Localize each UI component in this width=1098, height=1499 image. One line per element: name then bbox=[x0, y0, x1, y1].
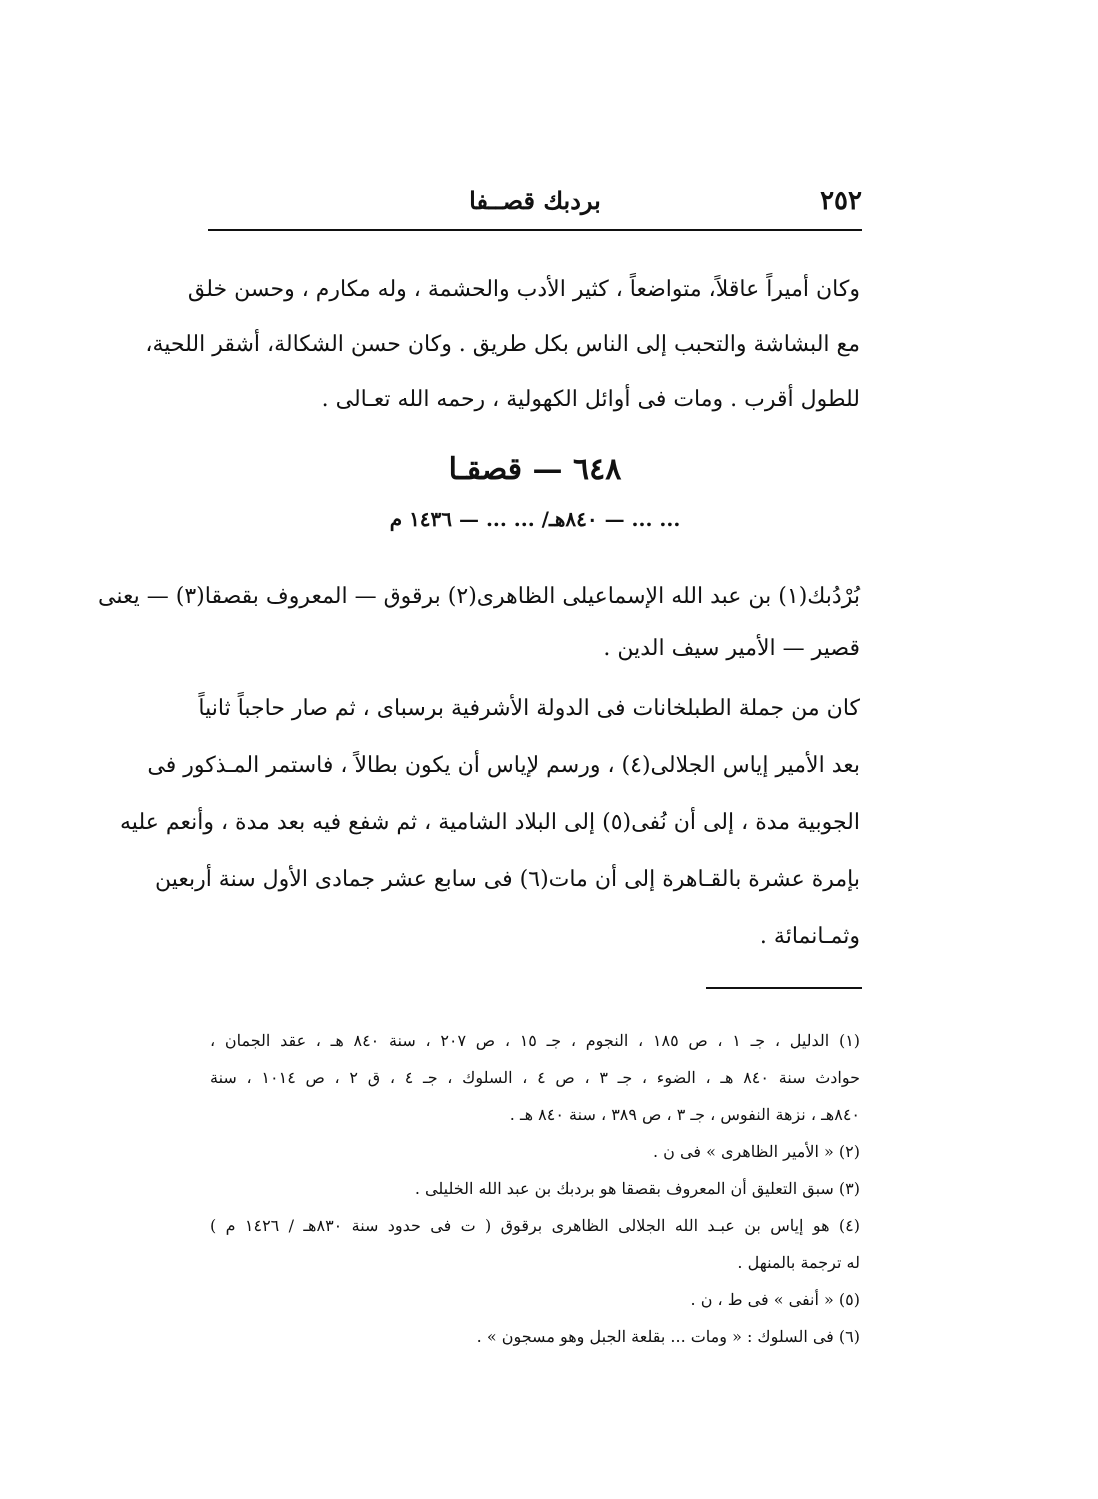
entry-name-paragraph bbox=[98, 555, 860, 671]
header-rule bbox=[208, 229, 862, 231]
page-header bbox=[208, 178, 862, 230]
footnote-line: (٢) « الأمير الظاهرى » فى ن . bbox=[653, 1142, 860, 1161]
text-line: للطول أقرب . ومات فى أوائل الكهولية ، رحمه الله تعـالى . bbox=[321, 387, 860, 412]
footnote-line: (١) الدليل ، جـ ١ ، ص ١٨٥ ، النجوم ، جـ ١٥ ، ص ٢٠٧ ، سنة ٨٤٠ هـ ، عقد الجمان ، bbox=[210, 1031, 861, 1050]
text-line: وثمـانمائة . bbox=[759, 924, 860, 949]
text-line: وكان أميراً عاقلاً، متواضعاً ، كثير الأدب والحشمة ، وله مكارم ، وحسن خلق bbox=[187, 277, 860, 302]
text-line: بإمرة عشرة بالقـاهرة إلى أن مات(٦) فى سابع عشر جمادى الأول سنة أربعين bbox=[154, 867, 860, 892]
text-line: بُرْدُبك(١) بن عبد الله الإسماعيلى الظاهرى(٢) برقوق — المعروف بقصقا(٣) — يعنى bbox=[98, 584, 860, 609]
footnote-line: (٣) سبق التعليق أن المعروف بقصقا هو بردبك بن عبد الله الخليلى . bbox=[414, 1179, 860, 1198]
text-line: بعد الأمير إياس الجلالى(٤) ، ورسم لإياس أن يكون بطالاً ، فاستمر المـذكور فى bbox=[147, 753, 860, 778]
footnote-line: (٤) هو إياس بن عبـد الله الجلالى الظاهرى برقوق ( ت فى حدود سنة ٨٣٠هـ / ١٤٢٦ م ) bbox=[210, 1216, 861, 1235]
text-line: مع البشاشة والتحبب إلى الناس بكل طريق . وكان حسن الشكالة، أشقر اللحية، bbox=[145, 332, 860, 357]
footnotes bbox=[210, 1022, 860, 1355]
footnote-line: ٨٤٠هـ ، نزهة النفوس ، جـ ٣ ، ص ٣٨٩ ، سنة ٨٤٠ هـ . bbox=[509, 1105, 860, 1124]
running-title: بردبك قصــفا bbox=[469, 186, 601, 215]
footnote-separator bbox=[706, 987, 862, 989]
page-number: ٢٥٢ bbox=[820, 186, 862, 216]
entry-biography-paragraph bbox=[120, 680, 860, 965]
text-line: قصير — الأمير سيف الدين . bbox=[603, 636, 860, 661]
footnote-line: (٥) « أنفى » فى ط ، ن . bbox=[690, 1290, 860, 1309]
text-line: الجوبية مدة ، إلى أن نُفى(٥) إلى البلاد الشامية ، ثم شفع فيه بعد مدة ، وأنعم عليه bbox=[120, 810, 860, 835]
entry-dates: ... ... — ٨٤٠هـ/ ... ... — ١٤٣٦ م bbox=[389, 507, 681, 531]
text-line: كان من جملة الطبلخانات فى الدولة الأشرفية برسباى ، ثم صار حاجباً ثانياً bbox=[198, 696, 860, 721]
footnote-line: (٦) فى السلوك : « ومات ... بقلعة الجبل وهو مسجون » . bbox=[476, 1327, 860, 1346]
intro-paragraph bbox=[145, 262, 860, 427]
footnote-line: له ترجمة بالمنهل . bbox=[737, 1253, 860, 1272]
entry-title: ٦٤٨ — قصقـا bbox=[448, 452, 622, 487]
footnote-line: حوادث سنة ٨٤٠ هـ ، الضوء ، جـ ٣ ، ص ٤ ، السلوك ، جـ ٤ ، ق ٢ ، ص ١٠١٤ ، سنة bbox=[210, 1068, 861, 1087]
